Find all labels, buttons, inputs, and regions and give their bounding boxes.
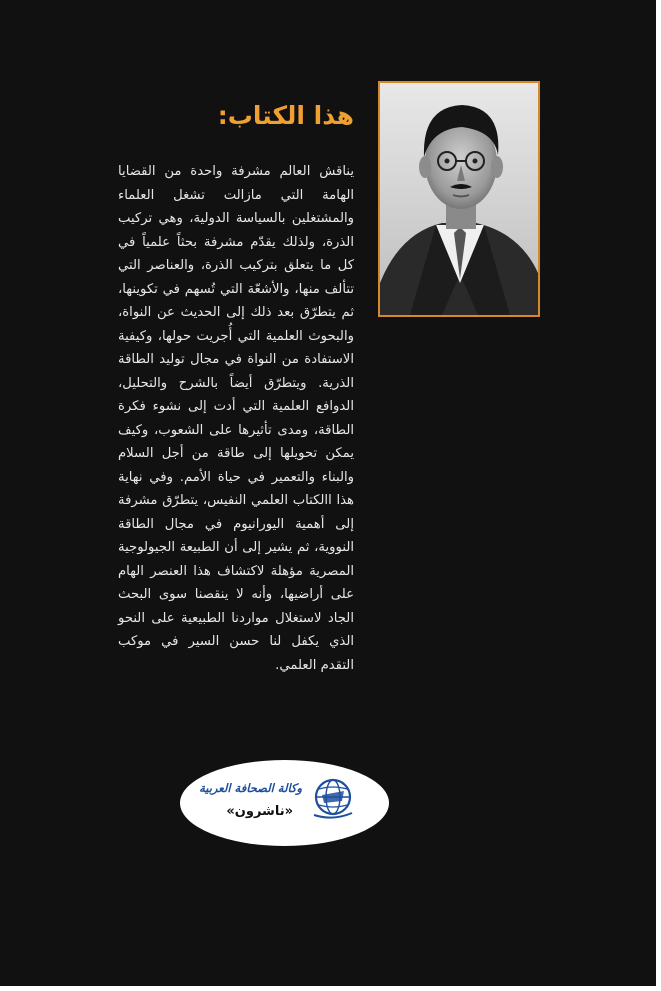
- publisher-badge: [180, 760, 389, 846]
- section-heading: هذا الكتاب:: [217, 101, 354, 130]
- book-description: يناقش العالم مشرفة واحدة من القضايا الهامة التي مازالت تشغل العلماء والمشتغلين بالسياسة الدولية، وهي تركيب الذرة، ولذلك يقدّم مشرفة بحثاً علمياً في كل ما يتعلق بتركيب الذرة، والعناصر التي تتألف منها، والأشعّة التي تُسهم في تكوينها، ثم يتطرّق بعد ذلك إلى الحديث عن النواة، والبحوث العلمية التي أُجريت حولها، وكيفية الاستفادة من النواة في مجال توليد الطاقة الذرية. ويتطرّق أيضاً بالشرح والتحليل، الدوافع العلمية التي أدت إلى نشوء فكرة الطاقة، ومدى تأثيرها على الشعوب، وكيف يمكن تحويلها إلى طاقة من أجل السلام والبناء والتعمير في حياة الأمم. وفي نهاية هذا االكتاب العلمي النفيس، يتطرّق مشرفة إلى أهمية اليورانيوم في مجال الطاقة النووية، ثم يشير إلى أن الطبيعة الجيولوجية المصرية مؤهلة لاكتشاف هذا العنصر الهام على أراضيها، وأنه لا ينقصنا سوى البحث الجاد لاستغلال مواردنا الطبيعية على النحو الذي يكفل لنا حسن السير في موكب التقدم العلمي.: [118, 164, 354, 673]
- globe-logo-icon: [312, 775, 354, 821]
- publisher-name: وكالة الصحافة العربية: [199, 781, 302, 795]
- author-portrait: [378, 81, 540, 317]
- portrait-image: [380, 83, 538, 315]
- publisher-subtitle: «ناشرون»: [226, 804, 293, 819]
